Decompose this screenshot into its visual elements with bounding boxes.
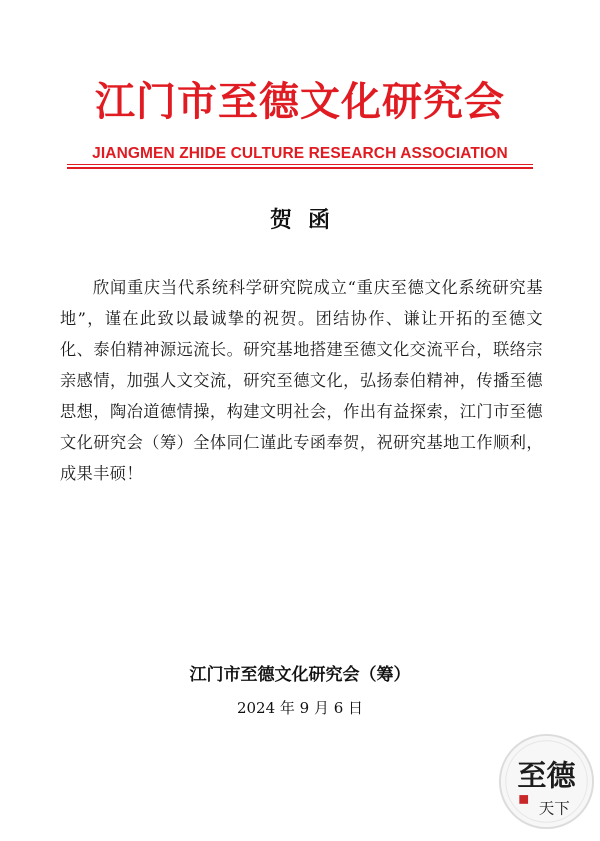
zhide-tianxia-logo-icon [498,733,595,830]
org-name-english: JIANGMEN ZHIDE CULTURE RESEARCH ASSOCIATION [92,145,508,162]
svg-text:至德: 至德 [517,758,576,793]
header-divider-thick [67,167,533,169]
header-divider-thin [67,164,533,165]
org-name-chinese: 江门市至德文化研究会 [95,79,505,125]
letter-body: 欣闻重庆当代系统科学研究院成立“重庆至德文化系统研究基地”，谨在此致以最诚挚的祝贺。团结协作、谦让开拓的至德文化、泰伯精神源远流长。研究基地搭建至德文化交流平台，联络宗亲感情，加强人文交流，研究至德文化，弘扬泰伯精神，传播至德思想，陶冶道德情操，构建文明社会，作出有益探索，江门市至德文化研究会（筹）全体同仁谨此专函奉贺，祝研究基地工作顺利，成果丰硕！ [60,278,543,483]
signature-organization: 江门市至德文化研究会（筹） [189,665,411,685]
letter-title: 贺函 [269,208,346,233]
letter-date: 2024 年 9 月 6 日 [236,699,364,717]
svg-text:天下: 天下 [538,799,570,818]
